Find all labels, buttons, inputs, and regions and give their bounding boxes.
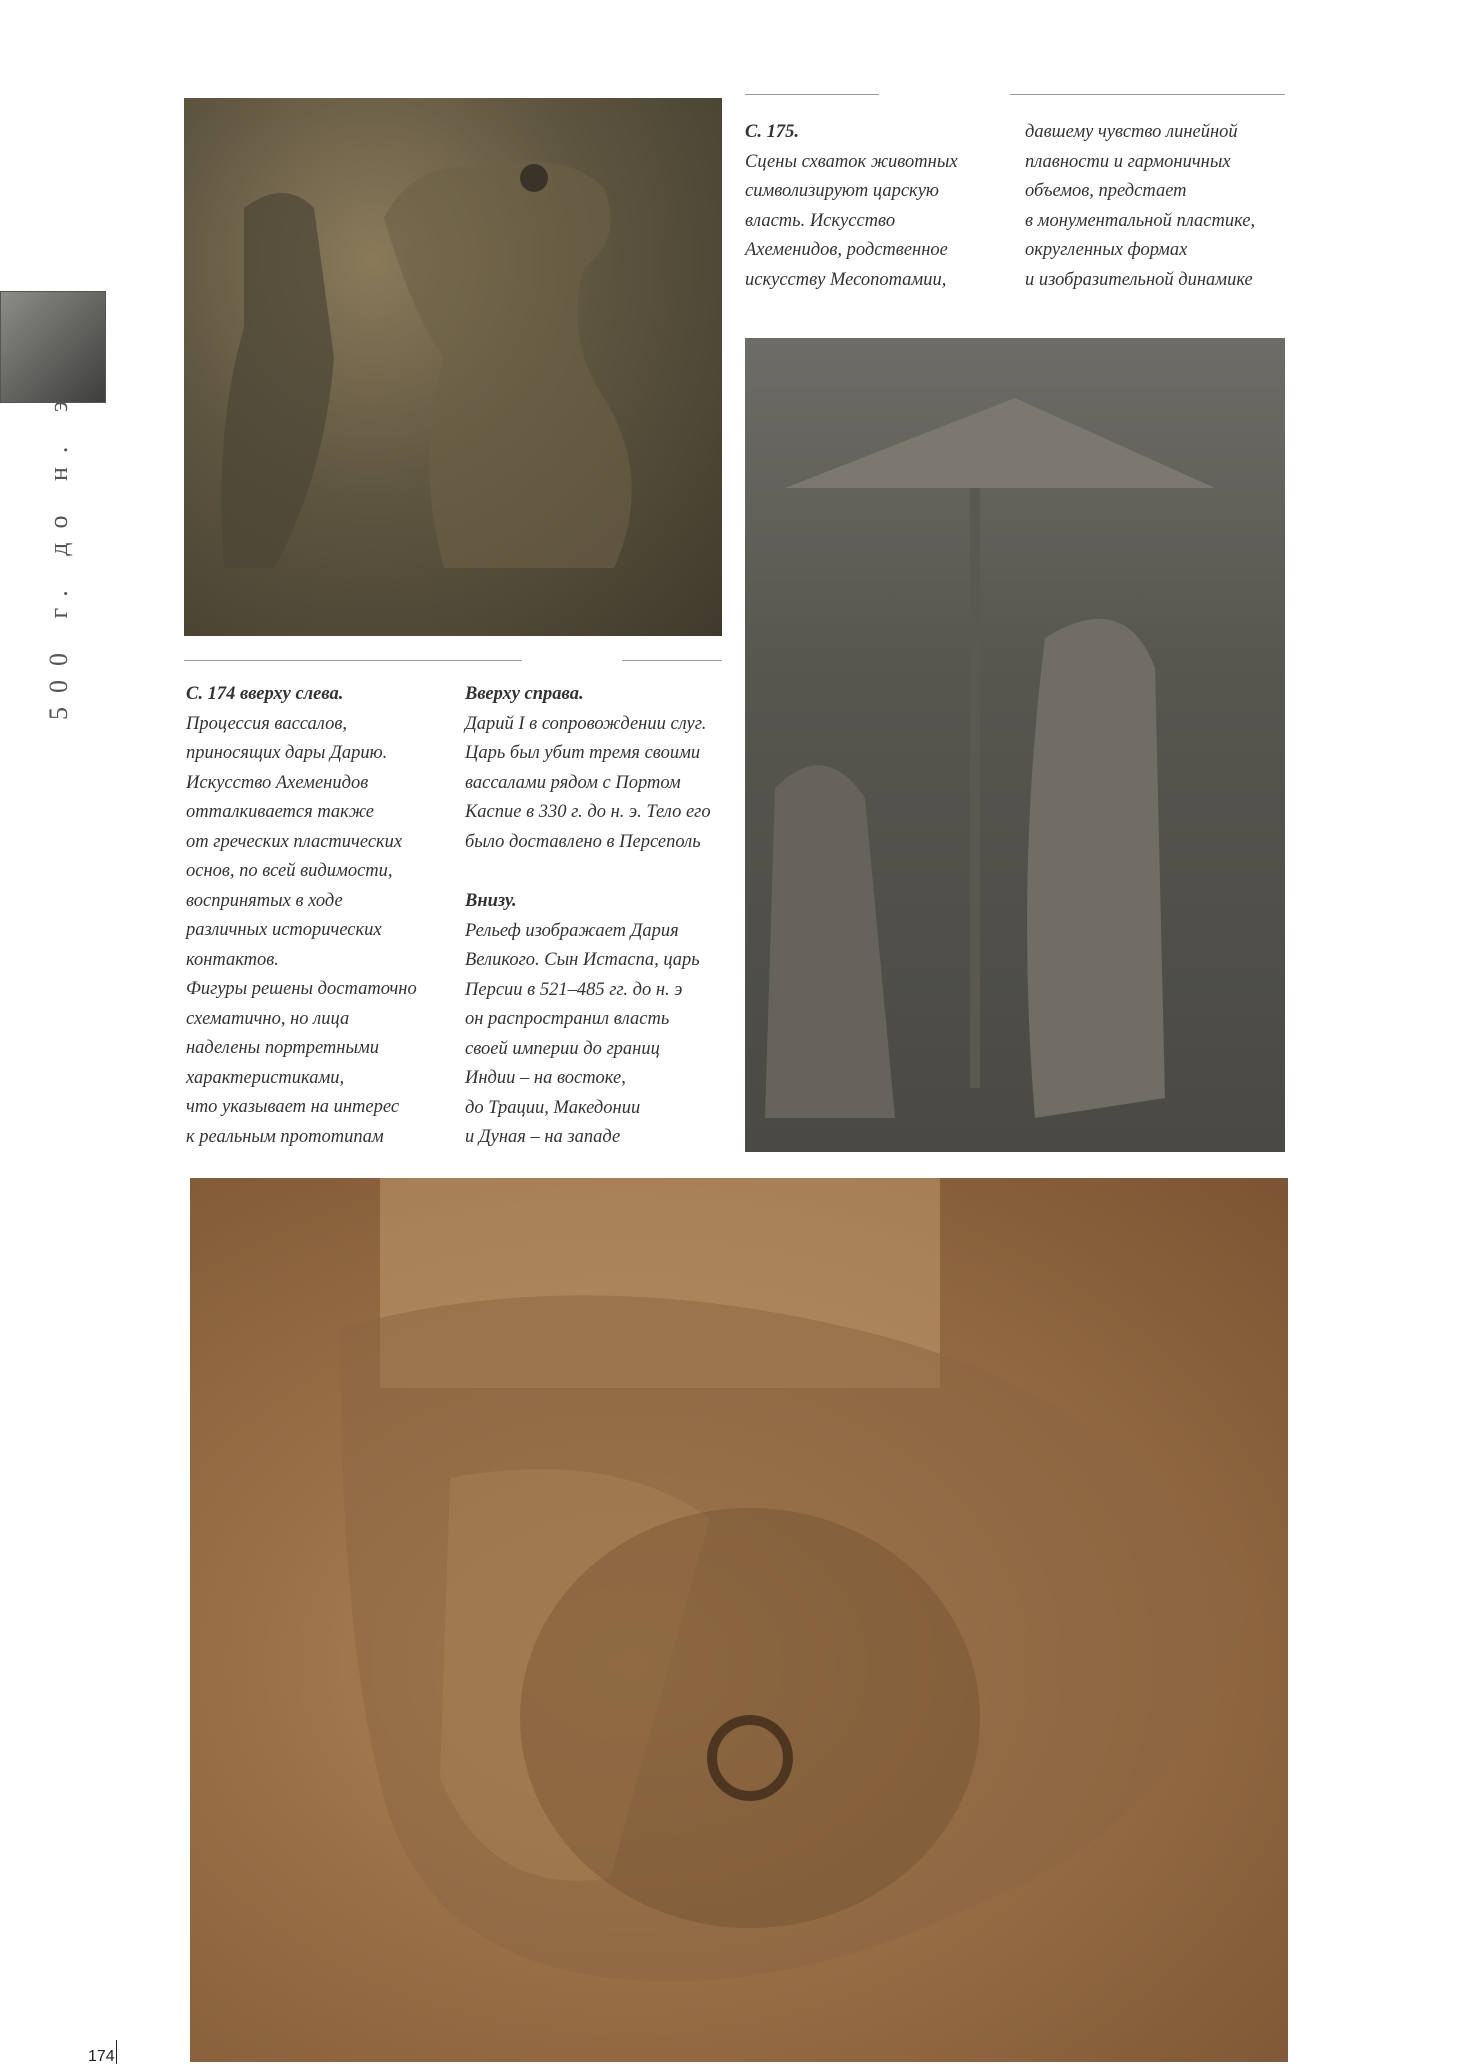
caption-line: было доставлено в Персеполь	[465, 831, 701, 852]
caption-line: воспринятых в ходе	[186, 890, 343, 911]
caption-line: своей империи до границ	[465, 1038, 660, 1059]
rule-top-right-b	[1010, 94, 1285, 95]
caption-p174-head: С. 174 вверху слева.	[186, 684, 344, 704]
vertical-running-head-text: 500 г. до н. э.	[44, 366, 73, 720]
caption-p175-line: Ахеменидов, родственное	[745, 240, 948, 260]
caption-line: Персии в 521–485 гг. до н. э	[465, 979, 683, 1000]
caption-p174-top-left	[186, 680, 446, 1152]
caption-line: отталкивается также	[186, 802, 374, 822]
caption-p175-line: власть. Искусство	[745, 210, 896, 231]
photo-bearded-head-relief	[190, 1178, 1288, 2062]
caption-p175-line: в монументальной пластике,	[1025, 210, 1256, 231]
caption-line: от греческих пластических	[186, 831, 403, 852]
caption-line: характеристиками,	[186, 1067, 345, 1088]
caption-line: он распространил власть	[465, 1009, 670, 1029]
caption-line: до Трации, Македонии	[465, 1097, 641, 1118]
caption-p175-head: С. 175.	[745, 122, 799, 142]
caption-p175-continued	[1025, 118, 1285, 295]
caption-line: Дарий I в сопровождении слуг.	[465, 713, 707, 734]
caption-p175-line: искусству Месопотамии,	[745, 269, 947, 290]
caption-gap	[465, 857, 730, 887]
caption-p175	[745, 118, 990, 295]
caption-line: что указывает на интерес	[186, 1097, 400, 1117]
caption-p175-line: и изобразительной динамике	[1025, 269, 1253, 290]
caption-p175-line: плавности и гармоничных	[1025, 151, 1231, 172]
caption-top-right-head: Вверху справа.	[465, 684, 584, 704]
caption-line: Фигуры решены достаточно	[186, 979, 417, 999]
caption-line: Индии – на востоке,	[465, 1068, 626, 1088]
photo-camel-procession	[184, 98, 722, 636]
caption-p175-line: объемов, предстает	[1025, 181, 1187, 201]
caption-line: различных исторических	[186, 920, 382, 940]
caption-line: основ, по всей видимости,	[186, 861, 393, 881]
caption-p175-line: округленных формах	[1025, 240, 1188, 260]
rule-mid-left	[184, 660, 522, 661]
caption-line: Великого. Сын Истаспа, царь	[465, 950, 700, 970]
caption-line: Процессия вассалов,	[186, 713, 347, 734]
page-number-divider	[116, 2040, 117, 2064]
caption-line: приносящих дары Дарию.	[186, 743, 388, 763]
caption-line: контактов.	[186, 949, 279, 970]
caption-line: Царь был убит тремя своими	[465, 743, 701, 763]
caption-line: Каспие в 330 г. до н. э. Тело его	[465, 802, 711, 822]
rule-top-right-a	[745, 94, 879, 95]
caption-line: схематично, но лица	[186, 1008, 350, 1029]
photo-darius-with-servants	[745, 338, 1285, 1152]
page-number: 174	[88, 2048, 115, 2065]
caption-p174-middle	[465, 680, 730, 1153]
caption-bottom-head: Внизу.	[465, 891, 517, 911]
caption-p175-line: символизируют царскую	[745, 181, 939, 201]
caption-line: к реальным прототипам	[186, 1126, 384, 1147]
caption-p175-line: Сцены схваток животных	[745, 151, 958, 172]
caption-line: Искусство Ахеменидов	[186, 772, 369, 793]
caption-line: и Дуная – на западе	[465, 1127, 621, 1147]
caption-line: вассалами рядом с Портом	[465, 772, 681, 793]
caption-line: наделены портретными	[186, 1038, 380, 1058]
rule-mid-right	[622, 660, 722, 661]
caption-p175-line: давшему чувство линейной	[1025, 122, 1238, 142]
caption-line: Рельеф изображает Дария	[465, 920, 679, 941]
